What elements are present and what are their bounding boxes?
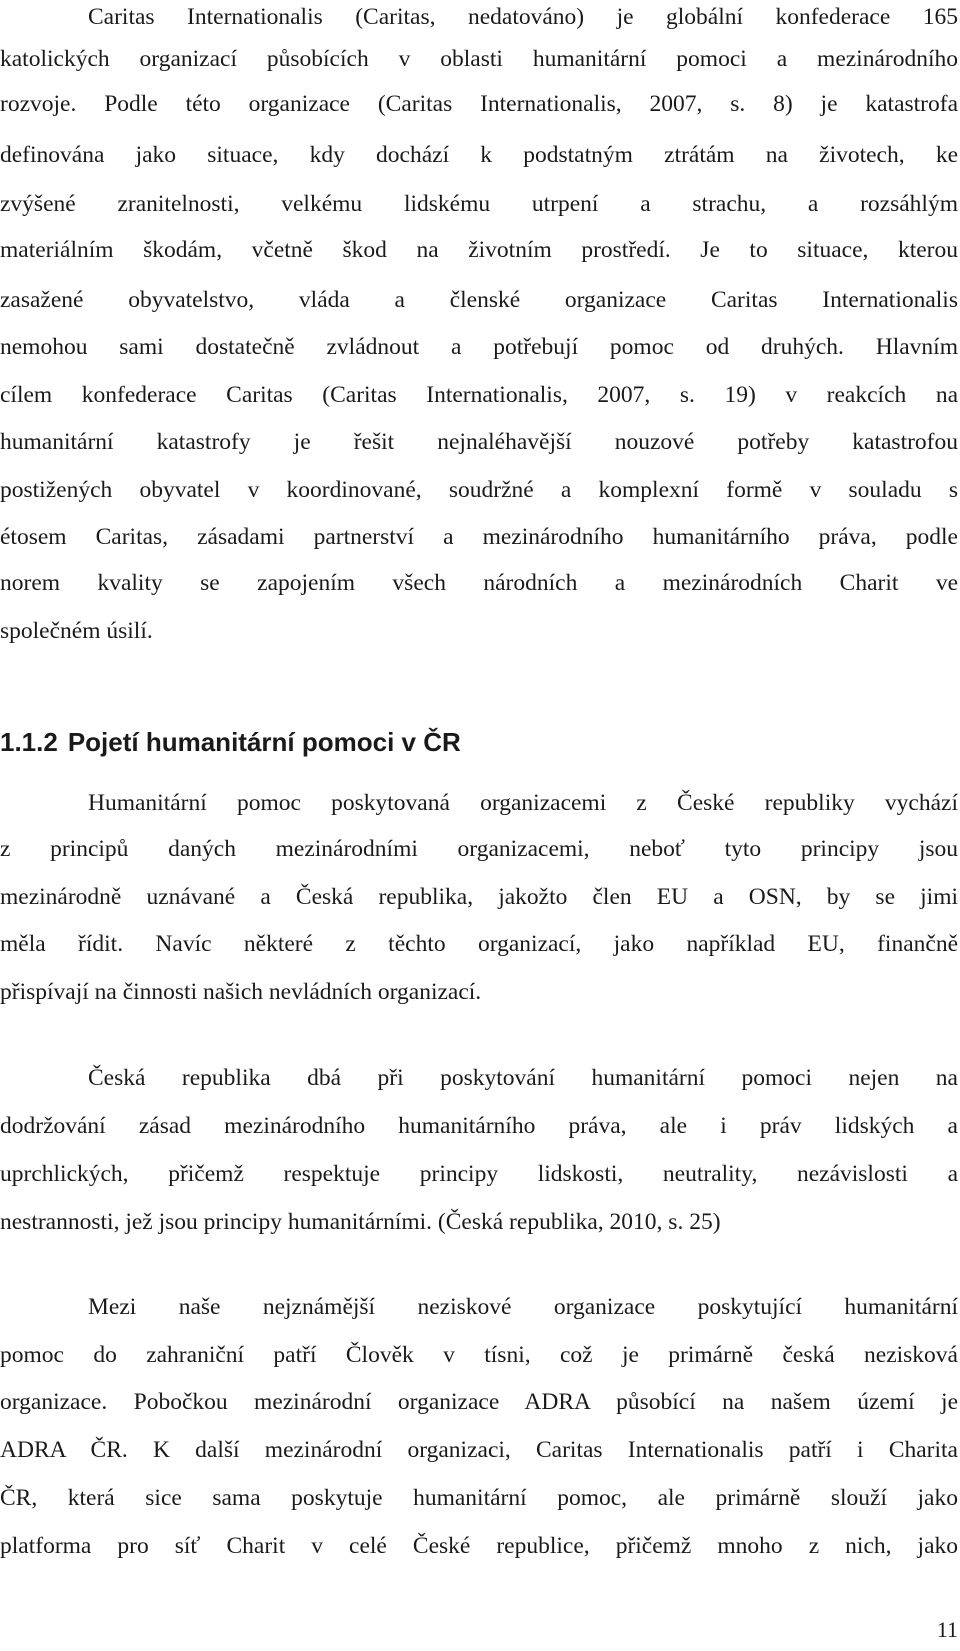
text-line: pomoc do zahraniční patří Člověk v tísni, což je primárně česká nezisková [0, 1342, 958, 1368]
text-line: materiálním škodám, včetně škod na životním prostředí. Je to situace, kterou [0, 237, 958, 263]
text-line: zvýšené zranitelnosti, velkému lidskému utrpení a strachu, a rozsáhlým [0, 191, 958, 217]
text-line: měla řídit. Navíc některé z těchto organizací, jako například EU, finančně [0, 931, 958, 957]
text-line: postižených obyvatel v koordinované, soudržné a komplexní formě v souladu s [0, 477, 958, 503]
text-line: ČR, která sice sama poskytuje humanitární pomoc, ale primárně slouží jako [0, 1485, 958, 1511]
text-line: společném úsilí. [0, 618, 153, 644]
text-line: definována jako situace, kdy dochází k podstatným ztrátám na životech, ke [0, 142, 958, 168]
text-line: organizace. Pobočkou mezinárodní organizace ADRA působící na našem území je [0, 1389, 958, 1415]
text-line: platforma pro síť Charit v celé České republice, přičemž mnoho z nich, jako [0, 1533, 958, 1559]
page-number: 11 [936, 1617, 958, 1642]
text-line: Caritas Internationalis (Caritas, nedatováno) je globální konfederace 165 [88, 4, 958, 30]
text-line: cílem konfederace Caritas (Caritas Internationalis, 2007, s. 19) v reakcích na [0, 382, 958, 408]
text-line: Humanitární pomoc poskytovaná organizacemi z České republiky vychází [88, 790, 958, 816]
text-line: Mezi naše nejznámější neziskové organizace poskytující humanitární [88, 1294, 958, 1320]
text-line: zasažené obyvatelstvo, vláda a členské organizace Caritas Internationalis [0, 287, 958, 313]
text-line: uprchlických, přičemž respektuje principy lidskosti, neutrality, nezávislosti a [0, 1161, 958, 1187]
text-line: nemohou sami dostatečně zvládnout a potřebují pomoc od druhých. Hlavním [0, 334, 958, 360]
text-line: přispívají na činnosti našich nevládních organizací. [0, 979, 482, 1005]
text-line: z principů daných mezinárodními organizacemi, neboť tyto principy jsou [0, 836, 958, 862]
text-line: rozvoje. Podle této organizace (Caritas Internationalis, 2007, s. 8) je katastrofa [0, 91, 958, 117]
text-line: Česká republika dbá při poskytování humanitární pomoci nejen na [88, 1065, 958, 1091]
text-line: ADRA ČR. K další mezinárodní organizaci, Caritas Internationalis patří i Charita [0, 1437, 958, 1463]
section-heading [0, 722, 461, 762]
text-line: étosem Caritas, zásadami partnerství a mezinárodního humanitárního práva, podle [0, 524, 958, 550]
text-line: katolických organizací působících v oblasti humanitární pomoci a mezinárodního [0, 46, 958, 72]
text-line: humanitární katastrofy je řešit nejnaléhavější nouzové potřeby katastrofou [0, 429, 958, 455]
section-number: 1.1.2 [0, 727, 58, 757]
text-line: mezinárodně uznávané a Česká republika, jakožto člen EU a OSN, by se jimi [0, 884, 958, 910]
section-title: Pojetí humanitární pomoci v ČR [67, 727, 461, 757]
text-line: norem kvality se zapojením všech národních a mezinárodních Charit ve [0, 570, 958, 596]
text-line: dodržování zásad mezinárodního humanitárního práva, ale i práv lidských a [0, 1113, 958, 1139]
text-line: nestrannosti, jež jsou principy humanitárními. (Česká republika, 2010, s. 25) [0, 1209, 721, 1235]
